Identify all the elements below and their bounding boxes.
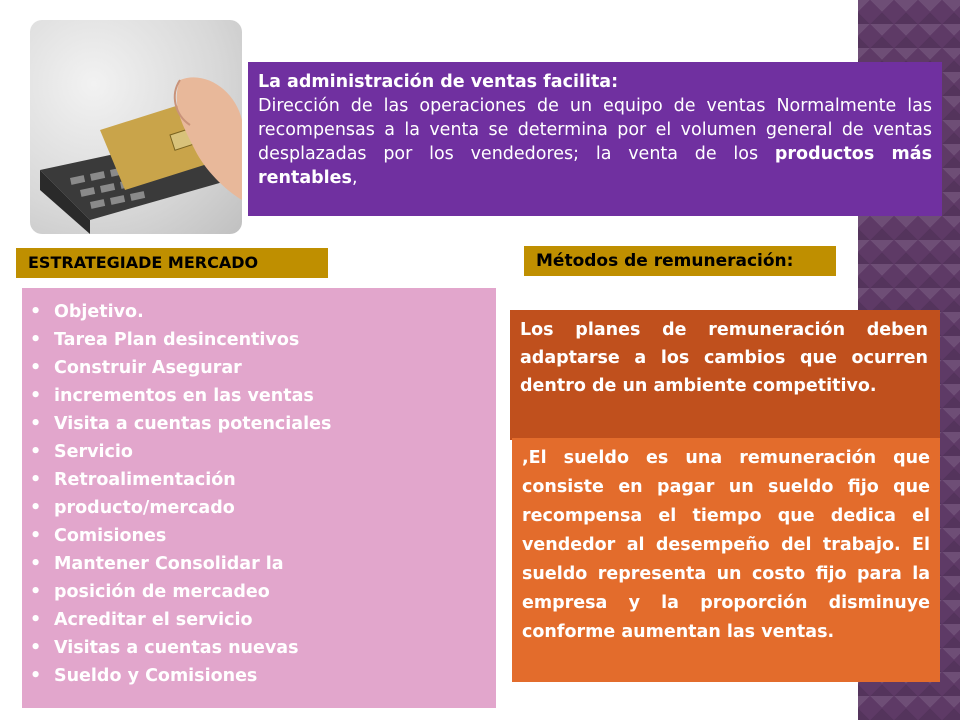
bullet-icon: • xyxy=(30,442,42,462)
bullet-icon: • xyxy=(30,414,42,434)
list-item xyxy=(30,606,496,634)
intro-box xyxy=(248,62,942,216)
list-item-text: Construir Asegurar xyxy=(54,358,242,378)
bullet-icon: • xyxy=(30,302,42,322)
bullet-icon: • xyxy=(30,666,42,686)
intro-text-end: , xyxy=(351,168,358,188)
estrategia-label: ESTRATEGIADE MERCADO xyxy=(16,248,328,278)
list-item xyxy=(30,326,496,354)
list-item-text: Objetivo. xyxy=(54,302,144,322)
list-item xyxy=(30,550,496,578)
card-payment-photo xyxy=(30,20,242,234)
list-item xyxy=(30,634,496,662)
list-item-text: Sueldo y Comisiones xyxy=(54,666,258,686)
metodos-label: Métodos de remuneración: xyxy=(524,246,836,276)
list-item-text: posición de mercadeo xyxy=(54,582,270,602)
bullet-icon: • xyxy=(30,386,42,406)
list-item xyxy=(30,578,496,606)
intro-text-main: Dirección de las operaciones de un equipo de ventas Normalmente las recompensas a la venta se determina por el volumen general de ventas desplazadas por los vendedores; la venta de los xyxy=(258,96,932,164)
list-item-text: Visita a cuentas potenciales xyxy=(54,414,332,434)
intro-text xyxy=(258,94,932,190)
bullet-icon: • xyxy=(30,582,42,602)
intro-text-strong: productos más rentables xyxy=(258,144,932,188)
planes-remuneracion-box: Los planes de remuneración deben adaptarse a los cambios que ocurren dentro de un ambiente competitivo. xyxy=(510,310,940,440)
list-item xyxy=(30,466,496,494)
card-terminal-illustration xyxy=(30,20,242,234)
bullet-icon: • xyxy=(30,526,42,546)
list-item-text: Servicio xyxy=(54,442,133,462)
sueldo-box: ,El sueldo es una remuneración que consiste en pagar un sueldo fijo que recompensa el tiempo que dedica el vendedor al desempeño del trabajo. El sueldo representa un costo fijo para la empresa y la proporción disminuye conforme aumentan las ventas. xyxy=(512,438,940,682)
list-item-text: Retroalimentación xyxy=(54,470,236,490)
intro-title: La administración de ventas facilita: xyxy=(258,72,619,92)
bullet-icon: • xyxy=(30,638,42,658)
estrategia-list-box xyxy=(22,288,496,708)
list-item xyxy=(30,410,496,438)
bullet-icon: • xyxy=(30,554,42,574)
list-item-text: incrementos en las ventas xyxy=(54,386,314,406)
list-item xyxy=(30,662,496,690)
bullet-icon: • xyxy=(30,610,42,630)
list-item-text: Visitas a cuentas nuevas xyxy=(54,638,299,658)
list-item-text: Acreditar el servicio xyxy=(54,610,253,630)
list-item-text: producto/mercado xyxy=(54,498,235,518)
list-item xyxy=(30,494,496,522)
bullet-icon: • xyxy=(30,470,42,490)
list-item xyxy=(30,382,496,410)
bullet-icon: • xyxy=(30,498,42,518)
list-item-text: Tarea Plan desincentivos xyxy=(54,330,300,350)
list-item xyxy=(30,438,496,466)
list-item-text: Mantener Consolidar la xyxy=(54,554,284,574)
list-item xyxy=(30,522,496,550)
list-item xyxy=(30,298,496,326)
bullet-icon: • xyxy=(30,330,42,350)
estrategia-list xyxy=(22,288,496,690)
list-item xyxy=(30,354,496,382)
bullet-icon: • xyxy=(30,358,42,378)
list-item-text: Comisiones xyxy=(54,526,167,546)
